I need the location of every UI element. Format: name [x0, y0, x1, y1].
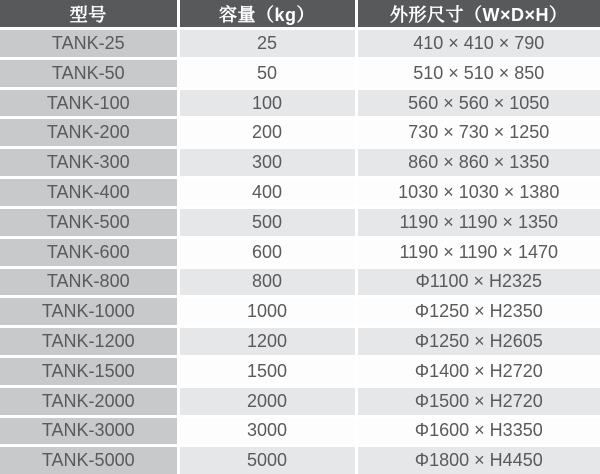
capacity-cell: 500: [178, 207, 356, 237]
capacity-cell: 2000: [178, 386, 356, 416]
capacity-cell: 1000: [178, 297, 356, 327]
table-row: [0, 416, 600, 446]
model-cell: TANK-1000: [0, 297, 178, 327]
dimensions-cell: Φ1600 × H3350: [356, 416, 600, 446]
model-cell: TANK-2000: [0, 386, 178, 416]
dimensions-cell: 510 × 510 × 850: [356, 58, 600, 88]
table-row: [0, 446, 600, 474]
header-capacity: 容量（kg）: [178, 0, 356, 29]
capacity-cell: 1200: [178, 327, 356, 357]
dimensions-cell: 730 × 730 × 1250: [356, 118, 600, 148]
model-cell: TANK-1200: [0, 327, 178, 357]
model-cell: TANK-100: [0, 88, 178, 118]
dimensions-cell: 860 × 860 × 1350: [356, 148, 600, 178]
dimensions-cell: 560 × 560 × 1050: [356, 88, 600, 118]
table-row: [0, 148, 600, 178]
table-row: [0, 327, 600, 357]
model-cell: TANK-3000: [0, 416, 178, 446]
table-body: [0, 29, 600, 474]
table-row: [0, 297, 600, 327]
dimensions-cell: 1190 × 1190 × 1470: [356, 237, 600, 267]
model-cell: TANK-5000: [0, 446, 178, 474]
table-row: [0, 356, 600, 386]
model-cell: TANK-800: [0, 267, 178, 297]
model-cell: TANK-400: [0, 178, 178, 208]
capacity-cell: 100: [178, 88, 356, 118]
table-row: [0, 207, 600, 237]
dimensions-cell: Φ1500 × H2720: [356, 386, 600, 416]
table-row: [0, 178, 600, 208]
dimensions-cell: Φ1250 × H2605: [356, 327, 600, 357]
table-row: [0, 58, 600, 88]
dimensions-cell: Φ1100 × H2325: [356, 267, 600, 297]
model-cell: TANK-500: [0, 207, 178, 237]
dimensions-cell: Φ1400 × H2720: [356, 356, 600, 386]
capacity-cell: 600: [178, 237, 356, 267]
model-cell: TANK-50: [0, 58, 178, 88]
capacity-cell: 3000: [178, 416, 356, 446]
capacity-cell: 50: [178, 58, 356, 88]
table-row: [0, 267, 600, 297]
header-dimensions: 外形尺寸（W×D×H）: [356, 0, 600, 29]
capacity-cell: 1500: [178, 356, 356, 386]
model-cell: TANK-25: [0, 29, 178, 59]
capacity-cell: 200: [178, 118, 356, 148]
table-row: [0, 118, 600, 148]
dimensions-cell: 410 × 410 × 790: [356, 29, 600, 59]
capacity-cell: 25: [178, 29, 356, 59]
capacity-cell: 5000: [178, 446, 356, 474]
capacity-cell: 400: [178, 178, 356, 208]
model-cell: TANK-600: [0, 237, 178, 267]
capacity-cell: 300: [178, 148, 356, 178]
capacity-cell: 800: [178, 267, 356, 297]
table-row: [0, 29, 600, 59]
table-row: [0, 88, 600, 118]
dimensions-cell: Φ1800 × H4450: [356, 446, 600, 474]
model-cell: TANK-200: [0, 118, 178, 148]
dimensions-cell: Φ1250 × H2350: [356, 297, 600, 327]
model-cell: TANK-1500: [0, 356, 178, 386]
header-row: [0, 0, 600, 29]
table-row: [0, 237, 600, 267]
dimensions-cell: 1190 × 1190 × 1350: [356, 207, 600, 237]
table-row: [0, 386, 600, 416]
dimensions-cell: 1030 × 1030 × 1380: [356, 178, 600, 208]
header-model: 型号: [0, 0, 178, 29]
model-cell: TANK-300: [0, 148, 178, 178]
